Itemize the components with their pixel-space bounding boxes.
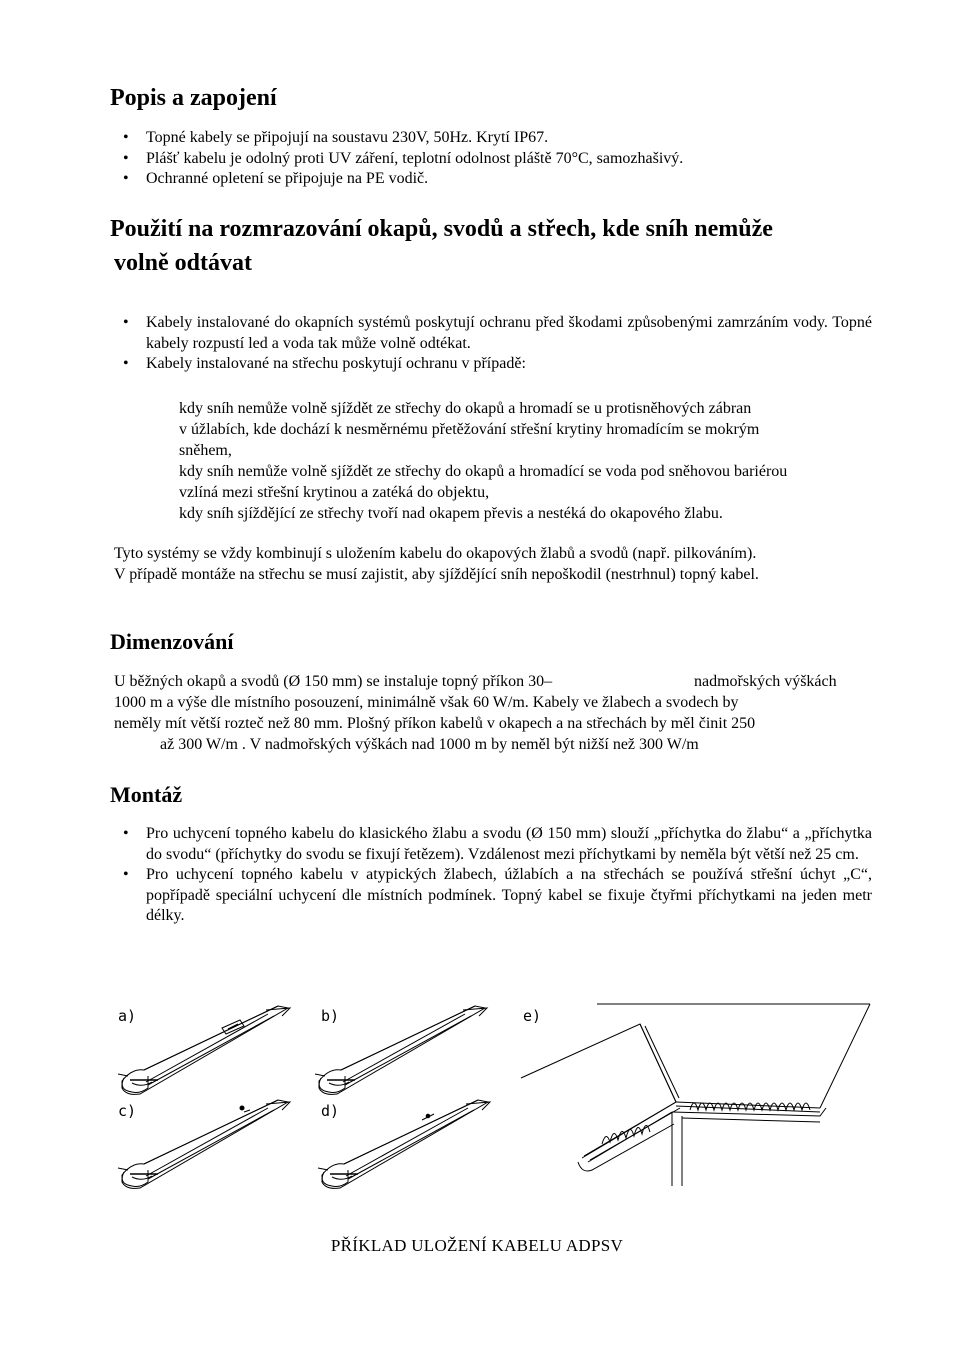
roof-valley-e: [521, 1004, 870, 1186]
dim-line: [114, 671, 874, 692]
figure-caption: PŘÍKLAD ULOŽENÍ KABELU ADPSV: [330, 1236, 624, 1255]
dim-line: až 300 W/m . V nadmořských výškách nad 1000 m by neměl být nižší než 300 W/m: [160, 736, 699, 753]
dim-line1-start: U běžných okapů a svodů (Ø 150 mm) se instaluje topný příkon 30–: [114, 673, 553, 690]
gutter-a: [118, 1006, 290, 1094]
figure-label-a: a): [118, 1007, 137, 1025]
figure-label-e: e): [523, 1007, 542, 1025]
note-line: V případě montáže na střechu se musí zajistit, aby sjíždějící sníh nepoškodil (nestrhnul) topný kabel.: [114, 566, 759, 583]
heading-dimenzovani: Dimenzování: [110, 629, 234, 654]
note-line: Tyto systémy se vždy kombinují s uložením kabelu do okapových žlabů a svodů (např. pilkováním).: [114, 545, 757, 562]
popis-list: [120, 128, 872, 190]
heading-popis: Popis a zapojení: [110, 85, 277, 111]
case-line: kdy sníh nemůže volně sjíždět ze střechy do okapů a hromadící se voda pod sněhovou bariérou: [179, 463, 788, 480]
list-item: • Kabely instalované do okapních systémů poskytují ochranu před škodami způsobenými zamrzáním vody. Topné kabely rozpustí led a voda tak může volně odtékat.: [120, 313, 872, 354]
dim-line: 1000 m a výše dle místního posouzení, minimálně však 60 W/m. Kabely ve žlabech a svodech by: [114, 694, 739, 711]
case-line: kdy sníh sjíždějící ze střechy tvoří nad okapem převis a nestéká do okapového žlabu.: [179, 505, 723, 522]
list-item: • Pro uchycení topného kabelu v atypických žlabech, úžlabích a na střechách se používá střešní úchyt „C“, popřípadě speciální uchycení dle místních podmínek. Topný kabel se fixuje čtyřmi příchytkami na jeden metr délky.: [120, 865, 872, 927]
heading-pouziti-line2: volně odtávat: [114, 250, 252, 276]
gutter-b: [315, 1006, 487, 1094]
case-line: sněhem,: [179, 442, 232, 459]
heading-montaz: Montáž: [110, 782, 183, 807]
pouziti-list: [120, 313, 872, 375]
cable-installation-figure: [0, 990, 954, 1200]
dim-line1-end: nadmořských výškách: [694, 673, 837, 690]
list-item: • Topné kabely se připojují na soustavu 230V, 50Hz. Krytí IP67.: [120, 128, 872, 149]
dimenzovani-text: [114, 671, 874, 755]
figure-label-c: c): [118, 1102, 137, 1120]
list-item: • Plášť kabelu je odolný proti UV záření, teplotní odolnost pláště 70°C, samozhašivý.: [120, 149, 872, 170]
figure-label-d: d): [321, 1102, 340, 1120]
case-line: vzlíná mezi střešní krytinou a zatéká do objektu,: [179, 484, 490, 501]
gutter-d: [318, 1100, 490, 1188]
dim-line: neměly mít větší rozteč než 80 mm. Plošný příkon kabelů v okapech a na střechách by měl činit 250: [114, 715, 756, 732]
heading-pouziti-line1: Použití na rozmrazování okapů, svodů a střech, kde sníh nemůže: [110, 216, 773, 242]
figure-label-b: b): [321, 1007, 340, 1025]
pouziti-note: [114, 543, 874, 585]
gutter-c: [118, 1100, 290, 1188]
roof-cases: [179, 398, 879, 524]
list-item: • Kabely instalované na střechu poskytují ochranu v případě:: [120, 354, 872, 375]
list-item: • Ochranné opletení se připojuje na PE vodič.: [120, 169, 872, 190]
montaz-list: [120, 824, 872, 927]
case-line: v úžlabích, kde dochází k nesměrnému přetěžování střešní krytiny hromadícím se mokrým: [179, 421, 760, 438]
list-item: • Pro uchycení topného kabelu do klasického žlabu a svodu (Ø 150 mm) slouží „příchytka do žlabu“ a „příchytka do svodu“ (příchytky do svodu se fixují řetězem). Vzdálenost mezi příchytkami by neměla být větší než 25 cm.: [120, 824, 872, 865]
case-line: kdy sníh nemůže volně sjíždět ze střechy do okapů a hromadí se u protisněhových zábran: [179, 400, 752, 417]
